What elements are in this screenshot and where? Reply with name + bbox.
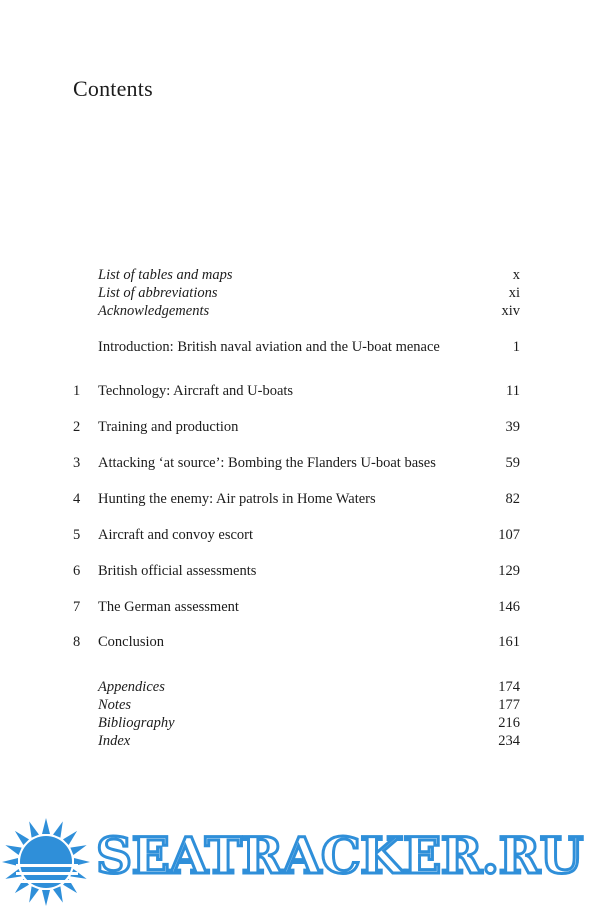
toc-entry-title: List of abbreviations [98,285,218,301]
toc-entry-page: 11 [506,383,520,399]
toc-entry-page: 161 [498,634,520,650]
toc-entry-chapter[interactable] [0,490,602,508]
chapter-number: 4 [73,491,81,507]
toc-entry-chapter[interactable] [0,382,602,400]
toc-entry-page: 82 [505,491,520,507]
watermark-text: SEATRACKER.RU [96,826,583,885]
toc-entry-page: 59 [505,455,520,471]
toc-entry-page: 216 [498,715,520,731]
toc-entry-title: Conclusion [98,634,165,650]
toc-entry-chapter[interactable] [0,598,602,616]
toc-entry-title: Introduction: British naval aviation and the U-boat menace [98,339,440,355]
chapter-number: 8 [73,634,81,650]
toc-entry-front-matter[interactable] [0,284,602,302]
toc-entry-page: 146 [498,599,520,615]
chapter-number: 1 [73,383,81,399]
toc-entry-title: British official assessments [98,563,257,579]
toc-entry-title: Appendices [98,679,165,695]
toc-entry-chapter[interactable] [0,418,602,436]
toc-entry-back-matter[interactable] [0,714,602,732]
toc-entry-title: Index [98,733,131,749]
toc-entry-front-matter[interactable] [0,302,602,320]
toc-entry-chapter[interactable] [0,562,602,580]
toc-entry-title: Acknowledgements [98,303,210,319]
toc-entry-chapter[interactable] [0,633,602,651]
toc-entry-title: Aircraft and convoy escort [98,527,254,543]
toc-entry-back-matter[interactable] [0,678,602,696]
chapter-number: 6 [73,563,81,579]
toc-entry-page: x [512,267,520,283]
toc-entry-chapter[interactable] [0,526,602,544]
toc-entry-title: List of tables and maps [98,267,233,283]
toc-entry-title: Training and production [98,419,239,435]
sun-icon [0,812,96,906]
toc-entry-page: 1 [512,339,520,355]
toc-entry-page: 107 [498,527,520,543]
toc-entry-page: 39 [505,419,520,435]
toc-entry-back-matter[interactable] [0,732,602,750]
toc-entry-page: xi [508,285,520,301]
toc-entry-title: Attacking ‘at source’: Bombing the Flanders U-boat bases [98,455,436,471]
chapter-number: 2 [73,419,81,435]
toc-entry-title: Technology: Aircraft and U-boats [98,383,294,399]
toc-entry-title: Bibliography [98,715,175,731]
toc-entry-page: 174 [498,679,520,695]
toc-entry-title: Hunting the enemy: Air patrols in Home Waters [98,491,376,507]
toc-entry-back-matter[interactable] [0,696,602,714]
chapter-number: 3 [73,455,81,471]
toc-entry-introduction[interactable] [0,338,602,356]
toc-entry-page: 129 [498,563,520,579]
chapter-number: 5 [73,527,81,543]
toc-entry-page: xiv [501,303,520,319]
toc-entry-front-matter[interactable] [0,266,602,284]
toc-entry-page: 234 [498,733,520,749]
toc-entry-chapter[interactable] [0,454,602,472]
toc-entry-title: The German assessment [98,599,239,615]
toc-entry-page: 177 [498,697,520,713]
chapter-number: 7 [73,599,81,615]
toc-entry-title: Notes [98,697,132,713]
page-title: Contents [73,76,153,101]
